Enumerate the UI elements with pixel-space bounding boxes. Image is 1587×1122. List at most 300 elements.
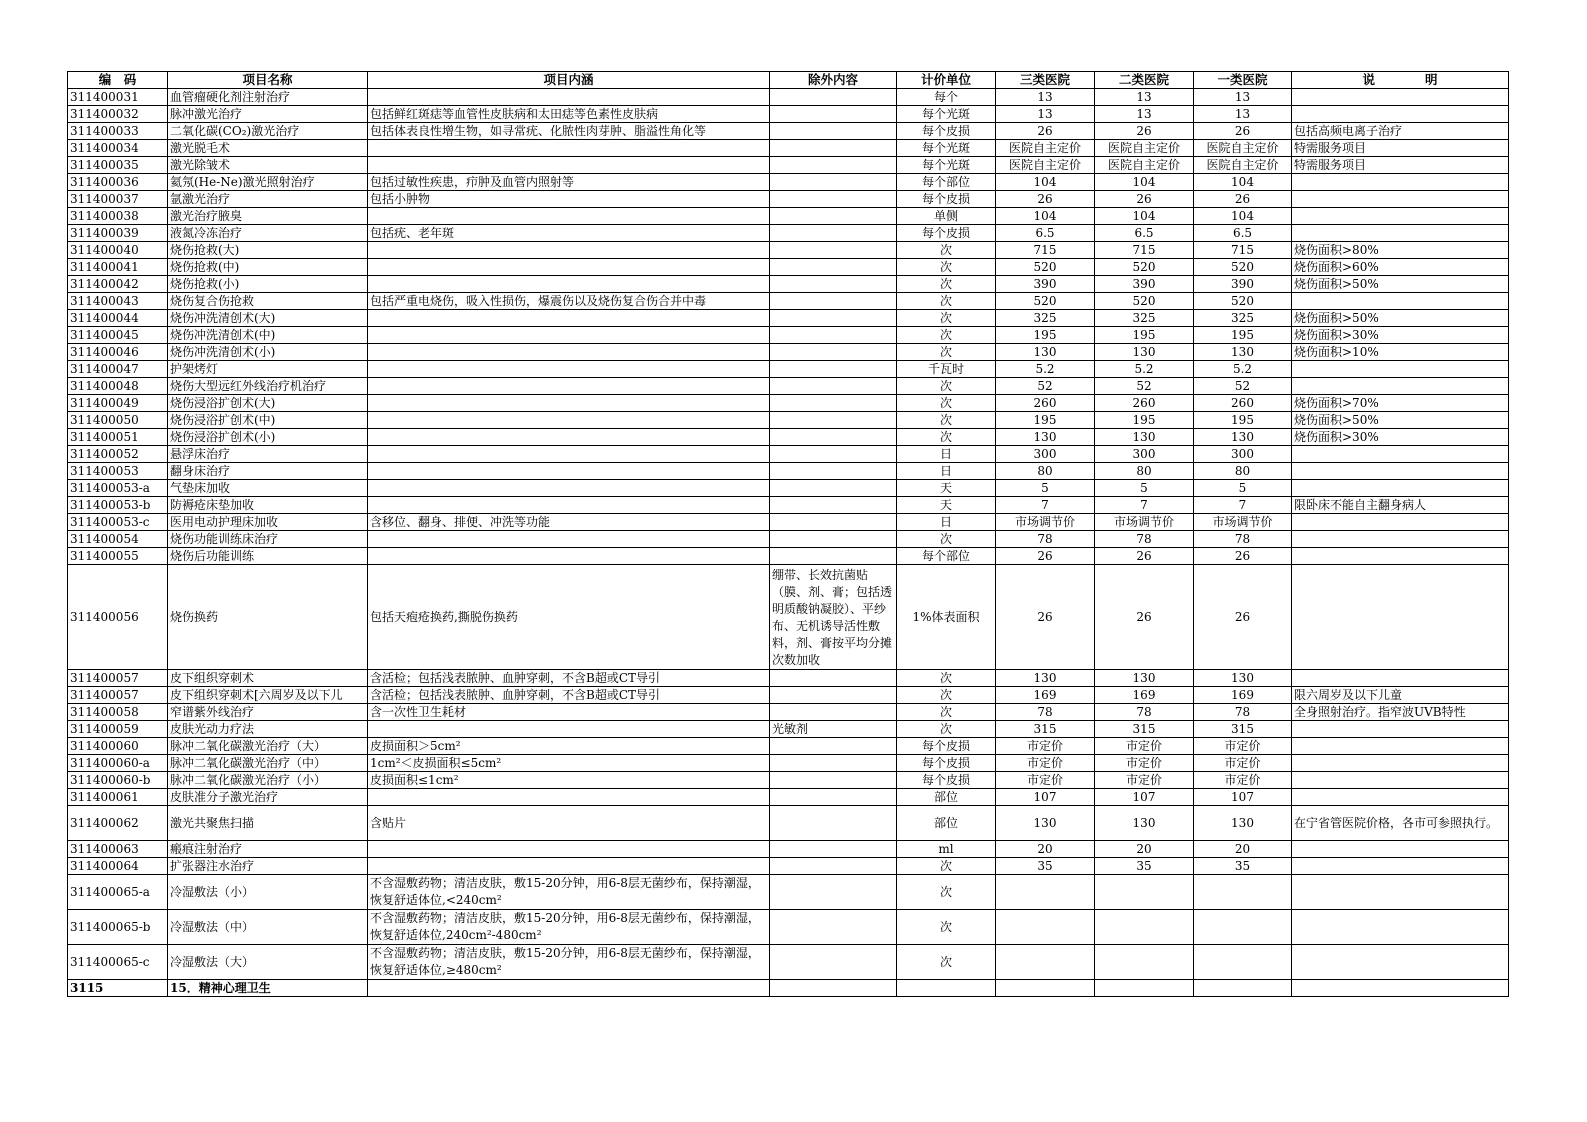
table-row [68, 480, 1509, 497]
cell-code: 311400060-a [68, 755, 168, 772]
cell-code: 311400054 [68, 531, 168, 548]
cell-price-class1: 市定价 [1194, 755, 1292, 772]
cell-code: 311400034 [68, 140, 168, 157]
cell-content: 含移位、翻身、排便、冲洗等功能 [368, 514, 770, 531]
cell-name: 激光脱毛术 [168, 140, 368, 157]
cell-unit: 每个皮损 [897, 225, 996, 242]
cell-unit: 次 [897, 858, 996, 875]
cell-price-class2: 13 [1095, 106, 1194, 123]
cell-code: 311400053-b [68, 497, 168, 514]
cell-price-class2: 医院自主定价 [1095, 140, 1194, 157]
cell-note [1292, 361, 1509, 378]
cell-price-class1: 78 [1194, 704, 1292, 721]
cell-price-class1: 104 [1194, 174, 1292, 191]
cell-code: 311400060 [68, 738, 168, 755]
cell-price-class3: 52 [996, 378, 1095, 395]
cell-price-class1: 5.2 [1194, 361, 1292, 378]
cell-name: 液氮冷冻治疗 [168, 225, 368, 242]
cell-code: 311400049 [68, 395, 168, 412]
cell-price-class3: 13 [996, 106, 1095, 123]
cell-code: 311400032 [68, 106, 168, 123]
cell-name: 防褥疮床垫加收 [168, 497, 368, 514]
cell-code: 311400039 [68, 225, 168, 242]
cell-price-class2: 78 [1095, 531, 1194, 548]
cell-price-class1: 市场调节价 [1194, 514, 1292, 531]
cell-price-class2: 6.5 [1095, 225, 1194, 242]
cell-name: 气垫床加收 [168, 480, 368, 497]
table-row [68, 225, 1509, 242]
cell-price-class2 [1095, 945, 1194, 980]
cell-price-class1: 169 [1194, 687, 1292, 704]
cell-price-class3: 26 [996, 548, 1095, 565]
cell-code: 311400059 [68, 721, 168, 738]
cell-content [368, 789, 770, 806]
cell-unit: 次 [897, 310, 996, 327]
cell-unit: 日 [897, 514, 996, 531]
cell-unit: ml [897, 841, 996, 858]
table-row [68, 276, 1509, 293]
cell-content: 包括天疱疮换药,撕脱伤换药 [368, 565, 770, 670]
cell-price-class2: 医院自主定价 [1095, 157, 1194, 174]
cell-exclude [770, 140, 897, 157]
cell-name: 护架烤灯 [168, 361, 368, 378]
table-row [68, 344, 1509, 361]
cell-unit: 每个部位 [897, 174, 996, 191]
cell-price-class3: 130 [996, 344, 1095, 361]
cell-exclude [770, 395, 897, 412]
cell-price-class1: 26 [1194, 191, 1292, 208]
cell-code: 311400053-c [68, 514, 168, 531]
cell-price-class2: 市定价 [1095, 755, 1194, 772]
cell-unit: 每个部位 [897, 548, 996, 565]
cell-content [368, 259, 770, 276]
cell-price-class2: 26 [1095, 123, 1194, 140]
cell-content [368, 531, 770, 548]
cell-code: 311400064 [68, 858, 168, 875]
cell-content [368, 140, 770, 157]
cell-note [1292, 772, 1509, 789]
cell-content [368, 310, 770, 327]
cell-price-class2: 35 [1095, 858, 1194, 875]
cell-code: 311400050 [68, 412, 168, 429]
cell-price-class3: 107 [996, 789, 1095, 806]
cell-exclude [770, 429, 897, 446]
cell-note [1292, 225, 1509, 242]
cell-exclude [770, 704, 897, 721]
cell-content [368, 463, 770, 480]
cell-unit: 每个光斑 [897, 140, 996, 157]
cell-unit: 每个皮损 [897, 738, 996, 755]
cell-content [368, 208, 770, 225]
cell-exclude [770, 344, 897, 361]
cell-price-class3: 医院自主定价 [996, 157, 1095, 174]
cell-price-class3: 195 [996, 412, 1095, 429]
cell-exclude [770, 480, 897, 497]
cell-price-class2: 130 [1095, 344, 1194, 361]
cell-price-class2: 80 [1095, 463, 1194, 480]
cell-exclude [770, 89, 897, 106]
table-row [68, 106, 1509, 123]
cell-content [368, 980, 770, 997]
cell-exclude [770, 412, 897, 429]
cell-name: 脉冲激光治疗 [168, 106, 368, 123]
table-row [68, 687, 1509, 704]
cell-unit: 次 [897, 395, 996, 412]
table-row [68, 208, 1509, 225]
cell-name: 翻身床治疗 [168, 463, 368, 480]
cell-unit: 每个 [897, 89, 996, 106]
cell-unit: 次 [897, 259, 996, 276]
cell-note [1292, 514, 1509, 531]
table-row [68, 123, 1509, 140]
cell-content [368, 361, 770, 378]
cell-note [1292, 89, 1509, 106]
cell-content [368, 497, 770, 514]
table-row [68, 361, 1509, 378]
cell-code: 311400057 [68, 670, 168, 687]
cell-note [1292, 565, 1509, 670]
cell-note [1292, 875, 1509, 910]
cell-name: 瘢痕注射治疗 [168, 841, 368, 858]
price-table [67, 71, 1509, 997]
cell-name: 烧伤浸浴扩创术(大) [168, 395, 368, 412]
cell-code: 311400037 [68, 191, 168, 208]
cell-unit: 次 [897, 910, 996, 945]
cell-unit: 天 [897, 497, 996, 514]
cell-note: 包括高频电离子治疗 [1292, 123, 1509, 140]
cell-price-class2 [1095, 875, 1194, 910]
cell-price-class1: 52 [1194, 378, 1292, 395]
cell-price-class1: 13 [1194, 106, 1292, 123]
cell-price-class2: 市场调节价 [1095, 514, 1194, 531]
cell-price-class2: 130 [1095, 429, 1194, 446]
table-row [68, 841, 1509, 858]
cell-price-class3: 5.2 [996, 361, 1095, 378]
cell-price-class1: 5 [1194, 480, 1292, 497]
cell-note [1292, 980, 1509, 997]
cell-code: 311400043 [68, 293, 168, 310]
cell-name: 二氧化碳(CO₂)激光治疗 [168, 123, 368, 140]
cell-name: 烧伤功能训练床治疗 [168, 531, 368, 548]
cell-price-class2 [1095, 910, 1194, 945]
cell-exclude [770, 106, 897, 123]
cell-price-class2: 5.2 [1095, 361, 1194, 378]
cell-unit: 千瓦时 [897, 361, 996, 378]
table-row [68, 140, 1509, 157]
cell-content [368, 721, 770, 738]
cell-price-class1: 6.5 [1194, 225, 1292, 242]
cell-exclude [770, 841, 897, 858]
cell-price-class1: 300 [1194, 446, 1292, 463]
cell-exclude [770, 875, 897, 910]
header-content: 项目内涵 [368, 72, 770, 89]
cell-price-class2: 20 [1095, 841, 1194, 858]
cell-name: 冷湿敷法（大） [168, 945, 368, 980]
header-price-class3: 三类医院 [996, 72, 1095, 89]
cell-price-class1: 医院自主定价 [1194, 157, 1292, 174]
cell-content [368, 858, 770, 875]
table-row [68, 395, 1509, 412]
cell-note [1292, 789, 1509, 806]
cell-note [1292, 293, 1509, 310]
cell-name: 激光除皱术 [168, 157, 368, 174]
cell-unit: 次 [897, 687, 996, 704]
cell-exclude [770, 531, 897, 548]
cell-unit: 次 [897, 276, 996, 293]
cell-note [1292, 858, 1509, 875]
cell-unit: 每个皮损 [897, 755, 996, 772]
cell-code: 311400057 [68, 687, 168, 704]
cell-price-class1: 520 [1194, 293, 1292, 310]
table-row [68, 310, 1509, 327]
cell-note [1292, 755, 1509, 772]
cell-unit [897, 980, 996, 997]
table-row [68, 755, 1509, 772]
cell-code: 311400062 [68, 806, 168, 841]
cell-note [1292, 738, 1509, 755]
cell-price-class2: 715 [1095, 242, 1194, 259]
cell-name: 烧伤大型远红外线治疗机治疗 [168, 378, 368, 395]
cell-exclude [770, 910, 897, 945]
cell-code: 311400063 [68, 841, 168, 858]
cell-price-class2: 130 [1095, 670, 1194, 687]
cell-price-class2: 169 [1095, 687, 1194, 704]
cell-code: 311400060-b [68, 772, 168, 789]
cell-unit: 1%体表面积 [897, 565, 996, 670]
cell-name: 烧伤抢救(中) [168, 259, 368, 276]
cell-price-class1: 26 [1194, 548, 1292, 565]
cell-name: 烧伤浸浴扩创术(中) [168, 412, 368, 429]
cell-code: 3115 [68, 980, 168, 997]
cell-price-class1: 26 [1194, 565, 1292, 670]
table-row [68, 174, 1509, 191]
cell-price-class1: 325 [1194, 310, 1292, 327]
cell-name: 烧伤冲洗清创术(中) [168, 327, 368, 344]
cell-code: 311400041 [68, 259, 168, 276]
header-note: 说 明 [1292, 72, 1509, 89]
cell-unit: 每个光斑 [897, 157, 996, 174]
table-row [68, 704, 1509, 721]
cell-note [1292, 191, 1509, 208]
cell-price-class3: 520 [996, 293, 1095, 310]
cell-price-class1: 市定价 [1194, 772, 1292, 789]
cell-exclude [770, 514, 897, 531]
cell-exclude [770, 687, 897, 704]
cell-exclude [770, 738, 897, 755]
cell-code: 311400033 [68, 123, 168, 140]
table-row [68, 497, 1509, 514]
cell-name: 窄谱紫外线治疗 [168, 704, 368, 721]
cell-price-class1: 市定价 [1194, 738, 1292, 755]
cell-unit: 次 [897, 721, 996, 738]
cell-exclude [770, 225, 897, 242]
cell-price-class2: 市定价 [1095, 738, 1194, 755]
cell-price-class1: 520 [1194, 259, 1292, 276]
cell-exclude [770, 378, 897, 395]
cell-name: 激光治疗腋臭 [168, 208, 368, 225]
cell-code: 311400040 [68, 242, 168, 259]
cell-content: 皮损面积＞5cm² [368, 738, 770, 755]
cell-exclude [770, 980, 897, 997]
cell-unit: 部位 [897, 806, 996, 841]
cell-price-class3: 260 [996, 395, 1095, 412]
cell-price-class3: 520 [996, 259, 1095, 276]
cell-price-class3: 325 [996, 310, 1095, 327]
cell-unit: 每个光斑 [897, 106, 996, 123]
cell-code: 311400065-b [68, 910, 168, 945]
cell-price-class1: 26 [1194, 123, 1292, 140]
cell-price-class2: 130 [1095, 806, 1194, 841]
cell-unit: 次 [897, 242, 996, 259]
cell-price-class1: 35 [1194, 858, 1292, 875]
cell-price-class3: 市场调节价 [996, 514, 1095, 531]
cell-exclude [770, 463, 897, 480]
cell-note [1292, 945, 1509, 980]
cell-exclude [770, 548, 897, 565]
cell-price-class2: 390 [1095, 276, 1194, 293]
table-row [68, 910, 1509, 945]
cell-price-class2: 520 [1095, 293, 1194, 310]
table-row [68, 157, 1509, 174]
table-row [68, 806, 1509, 841]
cell-price-class2: 195 [1095, 327, 1194, 344]
cell-name: 激光共聚焦扫描 [168, 806, 368, 841]
table-row [68, 772, 1509, 789]
header-exclude: 除外内容 [770, 72, 897, 89]
cell-content: 包括严重电烧伤，吸入性损伤，爆震伤以及烧伤复合伤合并中毒 [368, 293, 770, 310]
header-price-class2: 二类医院 [1095, 72, 1194, 89]
cell-price-class3: 6.5 [996, 225, 1095, 242]
cell-content [368, 429, 770, 446]
cell-exclude [770, 670, 897, 687]
cell-price-class2: 26 [1095, 191, 1194, 208]
cell-note: 烧伤面积>30% [1292, 429, 1509, 446]
cell-exclude: 光敏剂 [770, 721, 897, 738]
cell-name: 皮肤光动力疗法 [168, 721, 368, 738]
header-name: 项目名称 [168, 72, 368, 89]
cell-exclude [770, 361, 897, 378]
cell-exclude [770, 858, 897, 875]
cell-content [368, 480, 770, 497]
cell-content [368, 841, 770, 858]
cell-price-class1: 260 [1194, 395, 1292, 412]
cell-content: 包括体表良性增生物，如寻常疣、化脓性肉芽肿、脂溢性角化等 [368, 123, 770, 140]
cell-price-class1: 195 [1194, 327, 1292, 344]
cell-price-class2: 260 [1095, 395, 1194, 412]
cell-code: 311400038 [68, 208, 168, 225]
table-row [68, 858, 1509, 875]
cell-unit: 日 [897, 463, 996, 480]
cell-exclude [770, 174, 897, 191]
cell-code: 311400036 [68, 174, 168, 191]
cell-code: 311400048 [68, 378, 168, 395]
cell-price-class1 [1194, 945, 1292, 980]
cell-exclude [770, 945, 897, 980]
cell-price-class3: 130 [996, 806, 1095, 841]
cell-name: 烧伤后功能训练 [168, 548, 368, 565]
cell-name: 烧伤冲洗清创术(小) [168, 344, 368, 361]
cell-price-class1: 130 [1194, 806, 1292, 841]
cell-price-class1: 130 [1194, 670, 1292, 687]
cell-unit: 次 [897, 670, 996, 687]
cell-content [368, 344, 770, 361]
cell-note: 烧伤面积>80% [1292, 242, 1509, 259]
cell-content: 包括疣、老年斑 [368, 225, 770, 242]
cell-price-class3: 315 [996, 721, 1095, 738]
table-row [68, 412, 1509, 429]
cell-code: 311400055 [68, 548, 168, 565]
cell-exclude [770, 276, 897, 293]
cell-price-class1: 7 [1194, 497, 1292, 514]
cell-price-class2: 7 [1095, 497, 1194, 514]
cell-name: 烧伤复合伤抢救 [168, 293, 368, 310]
cell-price-class2: 300 [1095, 446, 1194, 463]
table-row [68, 378, 1509, 395]
cell-price-class3: 市定价 [996, 738, 1095, 755]
cell-name: 医用电动护理床加收 [168, 514, 368, 531]
header-price-class1: 一类医院 [1194, 72, 1292, 89]
cell-note: 限卧床不能自主翻身病人 [1292, 497, 1509, 514]
cell-content: 皮损面积≤1cm² [368, 772, 770, 789]
cell-note: 全身照射治疗。指窄波UVB特性 [1292, 704, 1509, 721]
table-row [68, 945, 1509, 980]
cell-price-class3 [996, 945, 1095, 980]
cell-price-class2: 107 [1095, 789, 1194, 806]
cell-code: 311400035 [68, 157, 168, 174]
cell-price-class2: 26 [1095, 548, 1194, 565]
cell-name: 悬浮床治疗 [168, 446, 368, 463]
cell-price-class1: 130 [1194, 429, 1292, 446]
cell-price-class3: 390 [996, 276, 1095, 293]
cell-price-class1: 715 [1194, 242, 1292, 259]
cell-price-class1: 104 [1194, 208, 1292, 225]
cell-price-class1: 195 [1194, 412, 1292, 429]
cell-name: 冷湿敷法（中） [168, 910, 368, 945]
cell-code: 311400061 [68, 789, 168, 806]
cell-exclude [770, 789, 897, 806]
cell-code: 311400065-c [68, 945, 168, 980]
cell-name: 烧伤换药 [168, 565, 368, 670]
cell-note: 烧伤面积>60% [1292, 259, 1509, 276]
cell-name: 烧伤抢救(小) [168, 276, 368, 293]
cell-name: 脉冲二氧化碳激光治疗（大） [168, 738, 368, 755]
cell-content: 包括过敏性疾患，疖肿及血管内照射等 [368, 174, 770, 191]
cell-note [1292, 548, 1509, 565]
cell-content: 不含湿敷药物；清洁皮肤，敷15-20分钟，用6-8层无菌纱布，保持潮湿，恢复舒适体位,<240cm² [368, 875, 770, 910]
cell-price-class3: 医院自主定价 [996, 140, 1095, 157]
table-row [68, 875, 1509, 910]
table-row [68, 89, 1509, 106]
cell-name: 烧伤浸浴扩创术(小) [168, 429, 368, 446]
cell-note [1292, 208, 1509, 225]
table-row [68, 980, 1509, 997]
cell-note: 烧伤面积>30% [1292, 327, 1509, 344]
cell-name: 冷湿敷法（小） [168, 875, 368, 910]
cell-content [368, 242, 770, 259]
cell-price-class2 [1095, 980, 1194, 997]
cell-unit: 次 [897, 327, 996, 344]
cell-price-class1: 130 [1194, 344, 1292, 361]
table-row [68, 721, 1509, 738]
cell-unit: 日 [897, 446, 996, 463]
table-row [68, 429, 1509, 446]
table-row [68, 259, 1509, 276]
table-row [68, 327, 1509, 344]
cell-content: 包括小肿物 [368, 191, 770, 208]
cell-note: 烧伤面积>50% [1292, 276, 1509, 293]
cell-code: 311400046 [68, 344, 168, 361]
cell-note [1292, 910, 1509, 945]
